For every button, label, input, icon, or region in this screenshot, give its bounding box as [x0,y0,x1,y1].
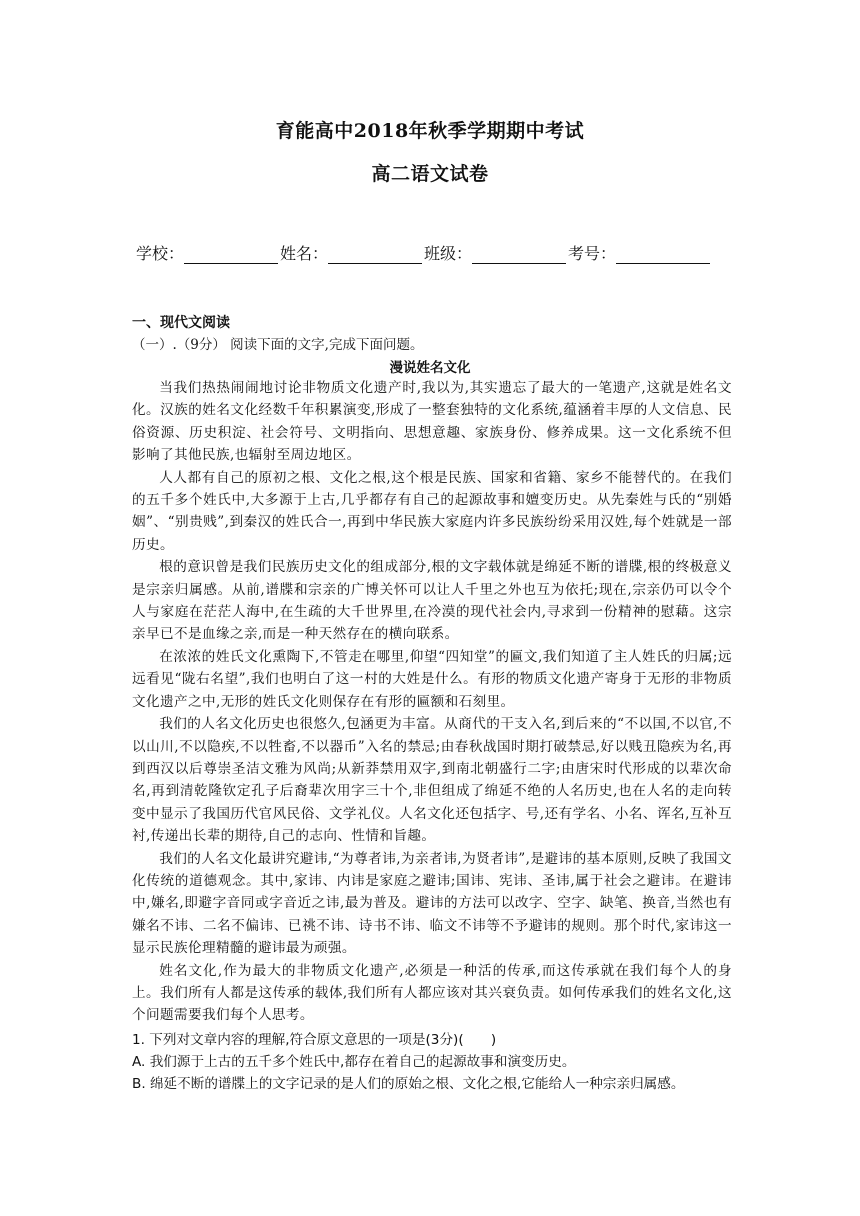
exam-number-blank [616,245,710,264]
question-1-option-b: B. 绵延不断的谱牒上的文字记录的是人们的原始之根、文化之根,它能给人一种宗亲归属感。 [132,1076,685,1092]
name-blank [328,245,422,264]
student-info-line [136,241,712,264]
passage-body [132,377,732,1027]
school-blank [184,245,278,264]
section-heading: 一、现代文阅读 [132,315,230,331]
passage-paragraph: 根的意识曾是我们民族历史文化的组成部分,根的文字载体就是绵延不断的谱牒,根的终极意义是宗亲归属感。从前,谱牒和宗亲的广博关怀可以让人千里之外也互为依托;现在,宗亲仍可以令个人与家庭在茫茫人海中,在生疏的大千世界里,在冷漠的现代社会内,寻求到一份精神的慰藉。这宗亲早已不是血缘之亲,而是一种天然存在的横向联系。 [132,559,732,643]
class-blank [472,245,566,264]
name-label: 姓名： [280,244,329,263]
question-group-header: （一）.（9分） 阅读下面的文字,完成下面问题。 [132,337,424,353]
passage-paragraph: 我们的人名文化最讲究避讳,“为尊者讳,为亲者讳,为贤者讳”,是避讳的基本原则,反映了我国文化传统的道德观念。其中,家讳、内讳是家庭之避讳;国讳、宪讳、圣讳,属于社会之避讳。在避讳中,嫌名,即避字音同或字音近之讳,最为普及。避讳的方法可以改字、空字、缺笔、换音,当然也有嫌名不讳、二名不偏讳、已祧不讳、诗书不讳、临文不讳等不予避讳的规则。那个时代,家讳这一显示民族伦理精髓的避讳最为顽强。 [132,850,732,957]
school-label: 学校： [136,244,185,263]
passage-title: 漫说姓名文化 [389,360,471,376]
class-label: 班级： [424,244,473,263]
passage-paragraph: 当我们热热闹闹地讨论非物质文化遗产时,我以为,其实遗忘了最大的一笔遗产,这就是姓名文化。汉族的姓名文化经数千年积累演变,形成了一整套独特的文化系统,蕴涵着丰厚的人文信息、民俗资源、历史积淀、社会符号、文明指向、思想意趣、家族身份、修养成果。这一文化系统不但影响了其他民族,也辐射至周边地区。 [132,380,732,464]
passage-paragraph: 人人都有自己的原初之根、文化之根,这个根是民族、国家和省籍、家乡不能替代的。在我们的五千多个姓氏中,大多源于上古,几乎都存有自己的起源故事和嬗变历史。从先秦姓与氏的“别婚姻”、“别贵贱”,到秦汉的姓氏合一,再到中华民族大家庭内许多民族纷纷采用汉姓,每个姓就是一部历史。 [132,469,732,553]
passage-paragraph: 在浓浓的姓氏文化熏陶下,不管走在哪里,仰望“四知堂”的匾文,我们知道了主人姓氏的归属;远远看见“陇右名望”,我们也明白了这一村的大姓是什么。有形的物质文化遗产寄身于无形的非物质文化遗产之中,无形的姓氏文化则保存在有形的匾额和石刻里。 [132,648,732,710]
exam-subtitle: 高二语文试卷 [371,163,489,185]
question-1-option-a: A. 我们源于上古的五千多个姓氏中,都存在着自己的起源故事和演变历史。 [132,1054,576,1070]
passage-paragraph: 姓名文化,作为最大的非物质文化遗产,必须是一种活的传承,而这传承就在我们每个人的身上。我们所有人都是这传承的载体,我们所有人都应该对其兴衰负责。如何传承我们的姓名文化,这个问题需要我们每个人思考。 [132,962,732,1024]
exam-number-label: 考号： [568,244,617,263]
question-1-stem: 1. 下列对文章内容的理解,符合原文意思的一项是(3分)( ) [132,1032,497,1048]
passage-paragraph: 我们的人名文化历史也很悠久,包涵更为丰富。从商代的干支入名,到后来的“不以国,不以官,不以山川,不以隐疾,不以牲畜,不以器币”入名的禁忌;由春秋战国时期打破禁忌,好以贱丑隐疾为名,再到西汉以后尊崇圣洁文雅为风尚;从新莽禁用双字,到南北朝盛行二字;由唐宋时代形成的以辈次命名,再到清乾隆钦定孔子后裔辈次用字三十个,非但组成了绵延不绝的人名历史,也在人名的走向转变中显示了我国历代官风民俗、文学礼仪。人名文化还包括字、号,还有学名、小名、诨名,互补互衬,传递出长辈的期待,自己的志向、性情和旨趣。 [132,716,732,845]
exam-title: 育能高中2018年秋季学期期中考试 [275,120,585,142]
